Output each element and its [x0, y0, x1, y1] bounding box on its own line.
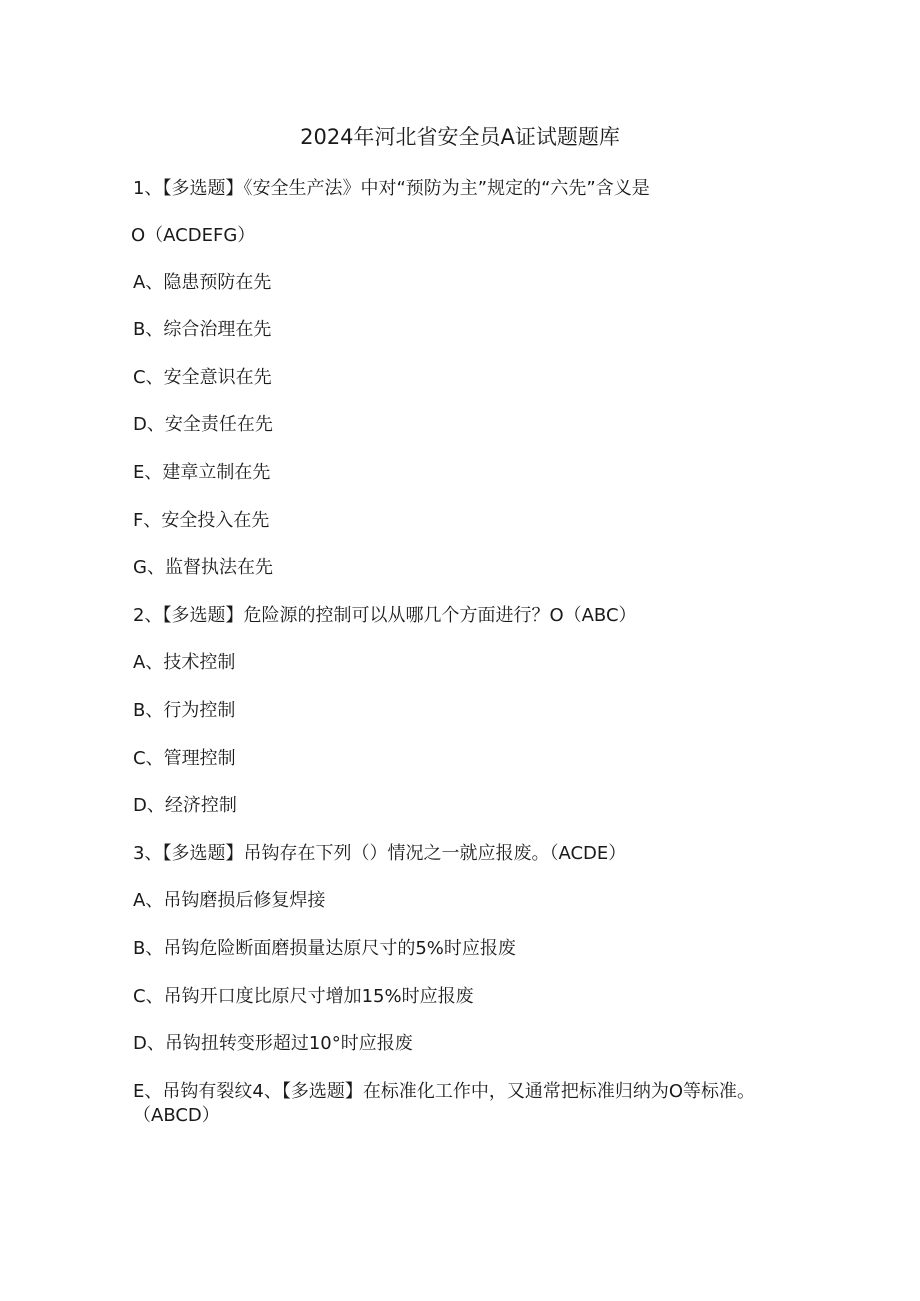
question-1-option-a: A、隐患预防在先 [133, 272, 272, 293]
question-2-option-d: D、经济控制 [133, 795, 237, 816]
question-1-option-g: G、监督执法在先 [133, 557, 273, 578]
question-3-option-d: D、吊钩扭转变形超过10°时应报废 [133, 1033, 413, 1054]
question-1-option-d: D、安全责任在先 [133, 414, 273, 435]
page-title: 2024年河北省安全员A证试题题库 [300, 125, 620, 149]
question-1-answer: O（ACDEFG） [131, 225, 256, 246]
question-2-stem: 2、【多选题】危险源的控制可以从哪几个方面进行？O（ABC） [133, 605, 637, 626]
question-1-option-f: F、安全投入在先 [133, 510, 270, 531]
question-3-stem: 3、【多选题】吊钩存在下列（）情况之一就应报废。（ACDE） [133, 843, 627, 864]
question-2-option-a: A、技术控制 [133, 652, 236, 673]
question-1-option-e: E、建章立制在先 [133, 462, 271, 483]
question-3-option-a: A、吊钩磨损后修复焊接 [133, 890, 326, 911]
question-1-option-c: C、安全意识在先 [133, 367, 272, 388]
question-3-option-c: C、吊钩开口度比原尺寸增加15%时应报废 [133, 986, 474, 1007]
question-2-option-c: C、管理控制 [133, 748, 236, 769]
question-3-option-e-and-question-4: E、吊钩有裂纹4、【多选题】在标准化工作中，又通常把标准归纳为O等标准。（ABCD） [133, 1081, 755, 1126]
question-1-option-b: B、综合治理在先 [133, 319, 272, 340]
question-3-option-b: B、吊钩危险断面磨损量达原尺寸的5%时应报废 [133, 938, 516, 959]
question-2-option-b: B、行为控制 [133, 700, 236, 721]
question-1-stem: 1、【多选题】《安全生产法》中对“预防为主”规定的“六先”含义是 [133, 178, 650, 199]
